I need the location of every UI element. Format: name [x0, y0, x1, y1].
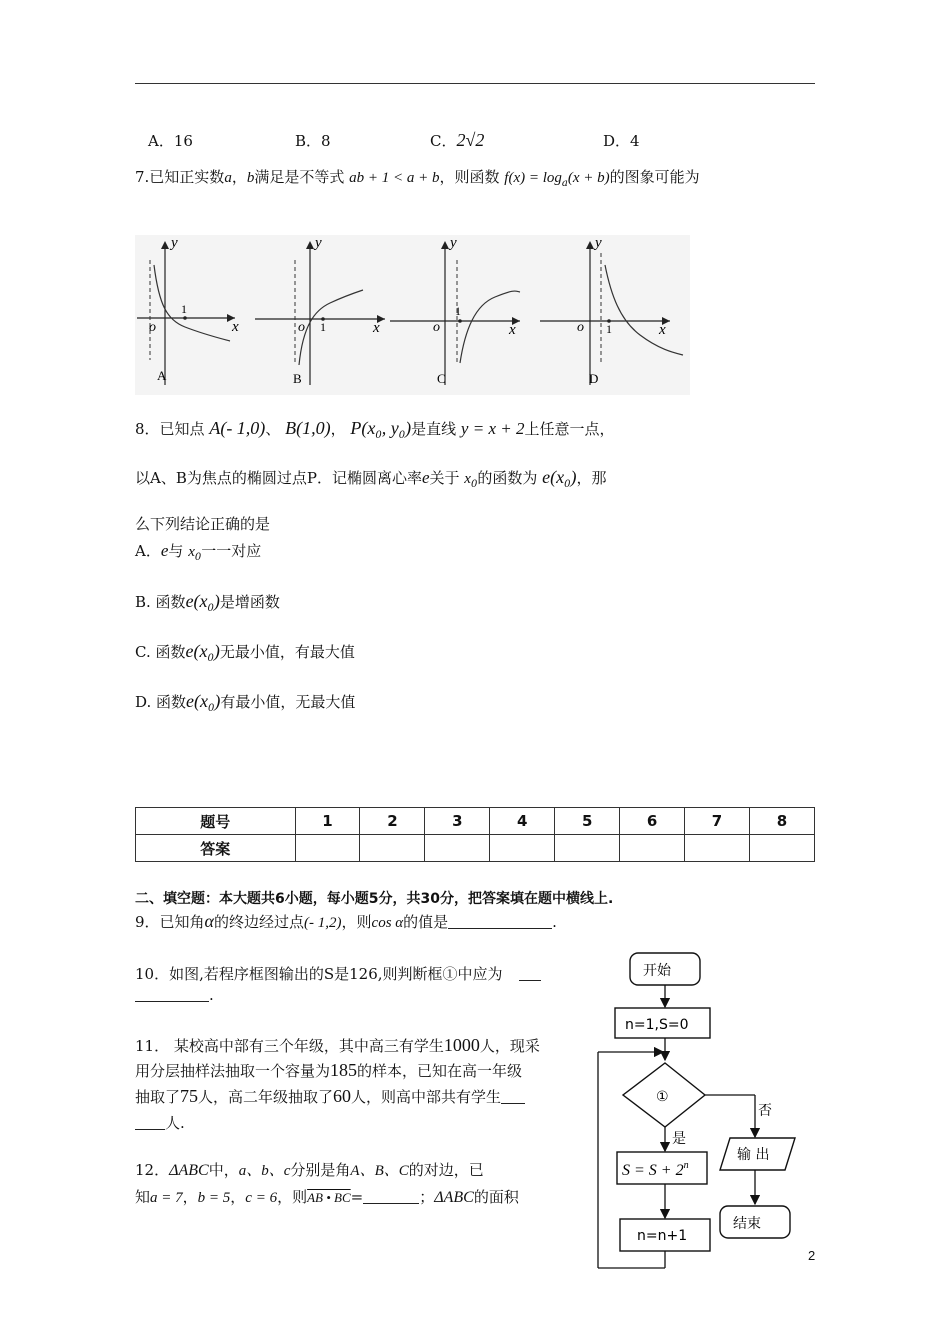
q12-dot-product-blank[interactable] [363, 1189, 419, 1204]
svg-text:o: o [298, 320, 305, 335]
svg-text:1: 1 [320, 320, 326, 334]
svg-text:y: y [315, 235, 322, 251]
header-rule [135, 83, 815, 84]
q12-line1: 12．ΔABC中，a、b、c分别是角A、B、C的对边，已 [135, 1161, 484, 1179]
table-cell: 5 [555, 808, 620, 835]
svg-text:1: 1 [455, 304, 461, 318]
q8-line2: 以A、B为焦点的椭圆过点P．记椭圆离心率e关于 $x_0$的函数为 $e(x_0)$，那 [135, 467, 607, 490]
svg-text:S = S + 2n: $S = S + 2^n$ [622, 1160, 689, 1179]
q6-option-d: D．4 [603, 132, 640, 150]
answer-cell[interactable] [555, 835, 620, 862]
answer-cell[interactable] [620, 835, 685, 862]
answer-cell[interactable] [490, 835, 555, 862]
q11-line4: 人. [135, 1112, 185, 1133]
q10-line2: . [135, 986, 214, 1004]
q8-line1: 8．已知点 A(- 1,0)、 B(1,0)， $P(x_0$, $y_0$)是直线 y = x + 2上任意一点， [135, 418, 615, 441]
q9-answer-blank[interactable] [448, 914, 552, 929]
page-number: 2 [808, 1248, 816, 1263]
svg-text:n=1,S=0: n=1,S=0 [625, 1017, 689, 1033]
svg-text:1: 1 [181, 302, 187, 316]
q11-answer-blank-start[interactable] [501, 1089, 525, 1104]
svg-text:o: o [577, 320, 584, 335]
answer-cell[interactable] [360, 835, 425, 862]
svg-text:否: 否 [758, 1103, 772, 1119]
table-cell: 8 [749, 808, 814, 835]
svg-text:n=n+1: n=n+1 [637, 1228, 688, 1244]
svg-text:A: A [157, 368, 167, 383]
q6-option-a: A．16 [148, 132, 193, 150]
svg-text:o: o [433, 320, 440, 335]
q10-line1: 10．如图,若程序框图输出的S是126,则判断框①中应为 [135, 963, 541, 984]
q8-option-c: C. 函数$e(x_0)$无最小值，有最大值 [135, 641, 355, 664]
q11-answer-blank[interactable] [135, 1115, 165, 1130]
svg-text:输 出: 输 出 [737, 1147, 770, 1163]
answer-table-header-row [136, 808, 815, 835]
q12-line2: 知a = 7，b = 5，c = 6，则AB • BC= ；ΔABC的面积 [135, 1188, 519, 1206]
flowchart [590, 948, 810, 1278]
q7-graphs [135, 235, 690, 395]
svg-text:结束: 结束 [733, 1216, 761, 1232]
svg-text:B: B [293, 371, 302, 386]
q8-option-a: A．e与 $x_0$一一对应 [135, 541, 262, 563]
svg-text:是: 是 [672, 1131, 686, 1147]
svg-text:开始: 开始 [643, 963, 671, 979]
table-cell: 题号 [136, 808, 296, 835]
answer-table-answer-row [136, 835, 815, 862]
svg-text:y: y [171, 235, 178, 251]
table-cell: 答案 [136, 835, 296, 862]
q11-line2: 用分层抽样法抽取一个容量为185的样本，已知在高一年级 [135, 1060, 523, 1080]
table-cell: 1 [295, 808, 360, 835]
svg-text:x: x [659, 322, 666, 338]
table-cell: 3 [425, 808, 490, 835]
svg-text:y: y [450, 235, 457, 251]
answer-cell[interactable] [295, 835, 360, 862]
q11-line3: 抽取了75人，高二年级抽取了60人，则高中部共有学生 [135, 1086, 525, 1107]
section-2-heading: 二、填空题：本大题共6小题，每小题5分，共30分，把答案填在题中横线上. [135, 891, 614, 907]
table-cell: 2 [360, 808, 425, 835]
svg-text:1: 1 [606, 322, 612, 336]
svg-text:y: y [595, 235, 602, 251]
answer-cell[interactable] [749, 835, 814, 862]
svg-text:C: C [437, 371, 446, 386]
q11-line1: 11． 某校高中部有三个年级，其中高三有学生1000人，现采 [135, 1035, 540, 1055]
svg-text:x: x [509, 322, 516, 338]
table-cell: 7 [685, 808, 750, 835]
svg-text:①: ① [656, 1089, 669, 1105]
q7-stem: 7.已知正实数a，b满足是不等式 ab + 1 < a + b，则函数 $f(x) = \log_a(x + b)$的图象可能为 [135, 168, 700, 189]
answer-cell[interactable] [685, 835, 750, 862]
table-cell: 6 [620, 808, 685, 835]
answer-table [135, 807, 815, 862]
svg-text:x: x [373, 320, 380, 336]
q10-answer-blank[interactable] [135, 987, 209, 1002]
q8-line3: 么下列结论正确的是 [135, 515, 271, 533]
svg-text:D: D [589, 371, 599, 386]
q6-option-c: C．2√2 [430, 130, 485, 150]
q10-answer-blank-start[interactable] [519, 966, 541, 981]
q6-option-b: B．8 [295, 132, 331, 150]
svg-text:x: x [232, 319, 239, 335]
table-cell: 4 [490, 808, 555, 835]
q8-option-b: B. 函数$e(x_0)$是增函数 [135, 591, 280, 614]
svg-text:o: o [149, 320, 156, 335]
q9: 9．已知角α的终边经过点(- 1,2)，则cos α的值是 . [135, 911, 557, 931]
q8-option-d: D. 函数$e(x_0)$有最小值，无最大值 [135, 691, 356, 714]
answer-cell[interactable] [425, 835, 490, 862]
